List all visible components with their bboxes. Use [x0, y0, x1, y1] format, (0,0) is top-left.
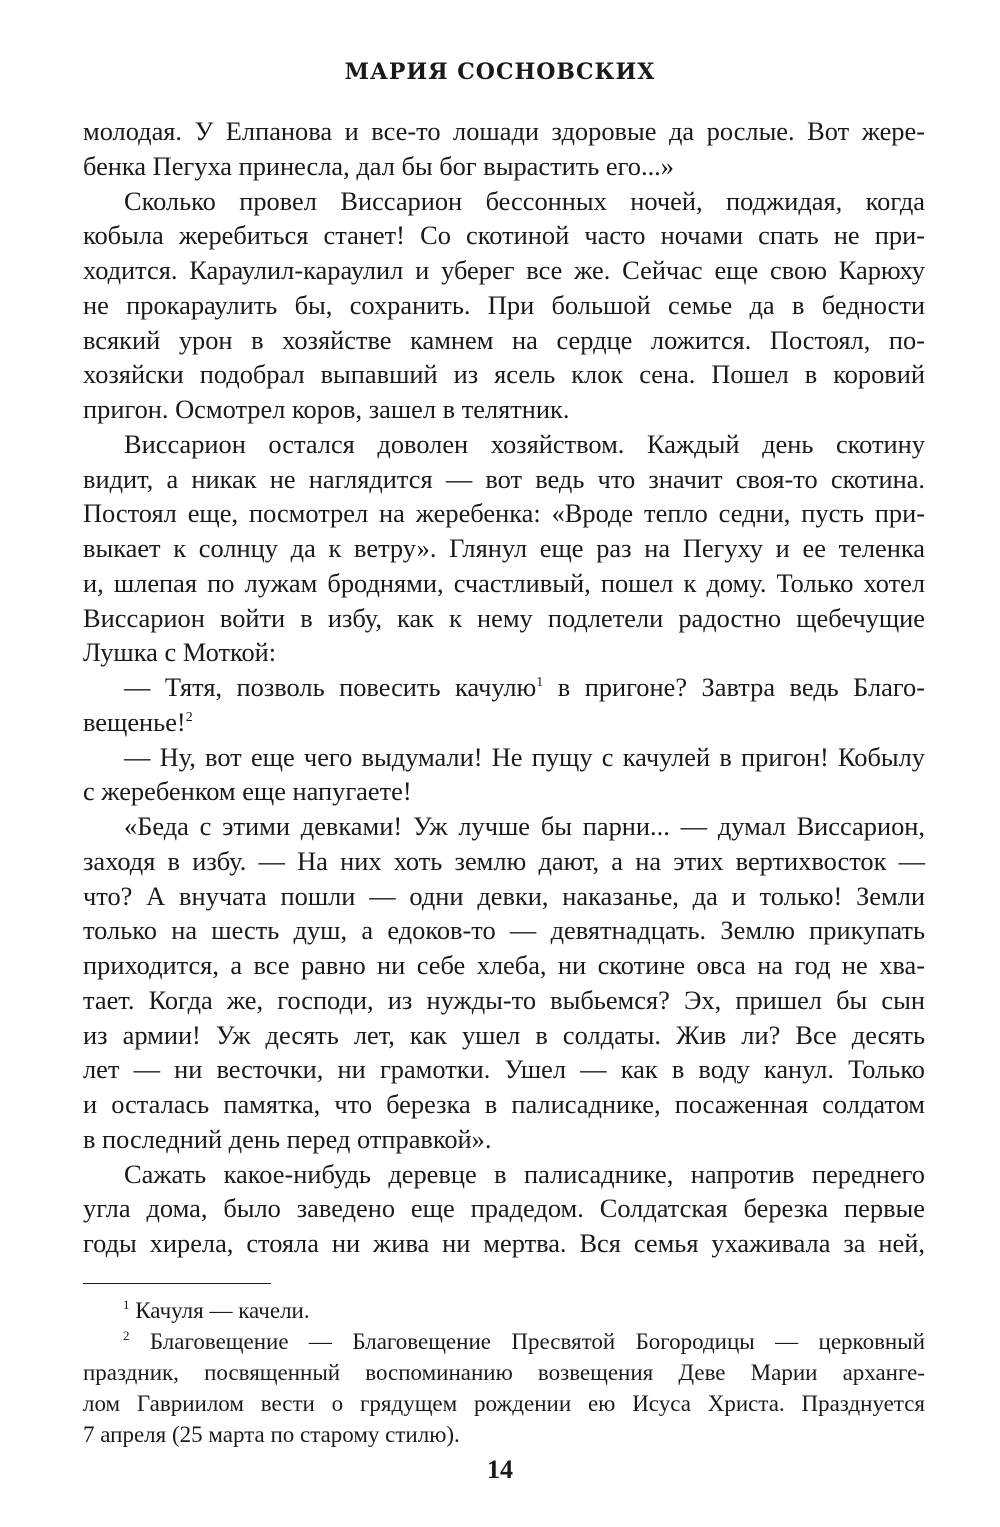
text-line: кобыла жеребиться станет! Со скотиной часто ночами спать не при-: [83, 220, 925, 251]
text-line: лет — ни весточки, ни грамотки. Ушел — как в воду канул. Только: [83, 1054, 925, 1085]
text-line: что? А внучата пошли — одни девки, наказанье, да и только! Земли: [83, 880, 925, 911]
text-line: молодая. У Елпанова и все-то лошади здоровые да рослые. Вот жере-: [83, 116, 925, 146]
main-text: [83, 114, 925, 1261]
text-line: годы хирела, стояла ни жива ни мертва. Вся семья ухаживала за ней,: [83, 1228, 925, 1258]
text-line: с жеребенком еще напугаете!: [83, 776, 412, 807]
text-line: выкает к солнцу да к ветру». Глянул еще раз на Пегуху и ее теленка: [83, 533, 925, 563]
footnote-line: праздник, посвященный воспоминанию возвещения Деве Марии арханге-: [83, 1360, 925, 1385]
paragraph-start: Сколько провел Виссарион бессонных ночей, поджидая, когда: [124, 185, 925, 216]
paragraph-start: Виссарион остался доволен хозяйством. Каждый день скотину: [124, 428, 925, 459]
text-line: ходится. Караулил-караулил и уберег все же. Сейчас еще свою Карюху: [83, 255, 925, 285]
footnote-text: Качуля — качели.: [135, 1298, 310, 1323]
text-line: пригон. Осмотрел коров, зашел в телятник.: [83, 394, 570, 424]
text-line: в последний день перед отправкой».: [83, 1123, 492, 1154]
footnote-line: 7 апреля (25 марта по старому стилю).: [83, 1422, 460, 1447]
text-line: угла дома, было заведено еще прадедом. Солдатская березка первые: [83, 1193, 925, 1224]
footnote-ref-1[interactable]: 1: [536, 675, 544, 690]
text-line: приходится, а все равно ни себе хлеба, ни скотине овса на год не хва-: [83, 950, 925, 980]
page-number: 14: [487, 1455, 513, 1484]
text-segment: в пригоне? Завтра ведь Благо-: [543, 672, 925, 702]
footnote-2: [83, 1326, 925, 1357]
footnotes: [83, 1295, 925, 1450]
text-line: всякий урон в хозяйстве камнем на сердце ложится. Постоял, по-: [83, 324, 925, 355]
text-line: не прокараулить бы, сохранить. При большой семье да в бедности: [83, 289, 925, 320]
text-line: только на шесть душ, а едоков-то — девятнадцать. Землю прикупать: [83, 915, 925, 946]
text-line: и, шлепая по лужам броднями, счастливый, пошел к дому. Только хотел: [83, 567, 925, 598]
text-line: и осталась памятка, что березка в палисаднике, посаженная солдатом: [83, 1089, 925, 1119]
text-line: бенка Пегуха принесла, дал бы бог вырастить его...»: [83, 150, 674, 181]
text-line: видит, а никак не наглядится — вот ведь что значит своя-то скотина.: [83, 463, 925, 494]
footnote-marker-2: 2: [123, 1328, 130, 1343]
text-line: Лушка с Моткой:: [83, 637, 277, 668]
footnote-line: лом Гавриилом вести о грядущем рождении ею Исуса Христа. Празднуется: [83, 1391, 925, 1416]
footnote-marker-1: 1: [123, 1297, 130, 1312]
dialogue-line: [83, 670, 925, 705]
text-line: Постоял еще, посмотрел на жеребенка: «Вроде тепло седни, пусть при-: [83, 498, 925, 529]
text-line: из армии! Уж десять лет, как ушел в солдаты. Жив ли? Все десять: [83, 1019, 925, 1050]
footnote-ref-2[interactable]: 2: [185, 709, 193, 725]
dialogue-line: — Ну, вот еще чего выдумали! Не пущу с качулей в пригон! Кобылу: [124, 741, 925, 772]
text-line: заходя в избу. — На них хоть землю дают, а на этих вертихвосток —: [83, 845, 925, 876]
paragraph-start: Сажать какое-нибудь деревце в палисаднике, напротив переднего: [124, 1158, 925, 1189]
paragraph-start: «Беда с этими девками! Уж лучше бы парни... — думал Виссарион,: [124, 811, 925, 841]
text-segment: — Тятя, позволь повесить качулю: [124, 672, 537, 702]
footnote-divider: [83, 1283, 271, 1284]
text-line: Виссарион войти в избу, как к нему подлетели радостно щебечущие: [83, 602, 925, 633]
footnote-text: Благовещение — Благовещение Пресвятой Богородицы — церковный: [149, 1329, 925, 1354]
text-line: тает. Когда же, господи, из нужды-то выбьемся? Эх, пришел бы сын: [83, 984, 925, 1015]
text-line: [83, 705, 925, 740]
footnote-1: [83, 1295, 925, 1326]
text-segment: вещенье!: [83, 706, 186, 737]
text-line: хозяйски подобрал выпавший из ясель клок сена. Пошел в коровий: [83, 359, 925, 390]
running-title: МАРИЯ СОСНОВСКИХ: [344, 59, 656, 85]
